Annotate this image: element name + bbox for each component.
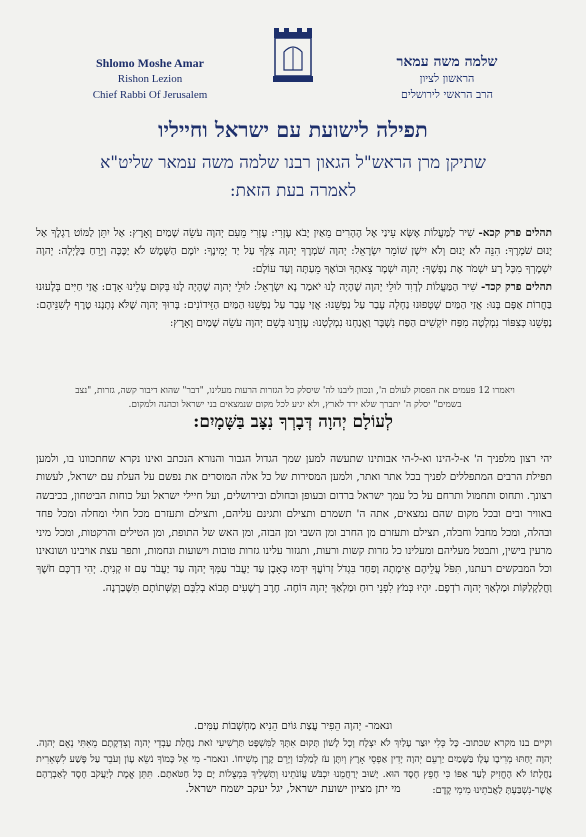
- psalm-124-label: תהלים פרק קכד-: [480, 281, 553, 293]
- letterhead-name-he: שלמה משה עמאר: [396, 54, 498, 70]
- letterhead-name-en: Shlomo Moshe Amar: [96, 56, 204, 70]
- final-blessing: מי יתן מציון ישועת ישראל, יגל יעקב ישמח ישראל.: [185, 782, 401, 795]
- letterhead-title-en-2: Chief Rabbi Of Jerusalem: [92, 89, 208, 101]
- recitation-note: ויאמרו 12 פעמים את הפסוק לעולם ה', ונכוון ליבנו לה' שיסלק כל הגזרות הרעות מעלינו, "דבר" שהוא דיבור קשה, גזרות, "נצב בשמים" יסלק ה' יתברך שלא ירד לארץ, ולא יגיע לכל מקום שנמצאים בני ישראל וכהנה ולמקום.: [75, 386, 515, 410]
- psalms-section: [36, 224, 552, 332]
- letterhead-english: [60, 56, 240, 103]
- letterhead-title-he-1: הראשון לציון: [419, 72, 475, 85]
- letterhead-title-en-1: Rishon Lezion: [117, 73, 183, 85]
- prayer-body: יהי רצון מלפניך ה' א-ל-הינו וא-ל-הי אבותינו שתעשה למען שמך הגדול הגבור והנורא הנכתב ואינו נקרא שחתכוונו בו, ולמען תפילת הרבים המתפללים לפניך בכל אתר ואתר, ולמען המסירות של כל אלה המוסרים את נפשם על העלת עם ישראל, לעשות רצונך. ותחוס ותחמול ותרחם על כל עמך ישראל ברדום ובעופן ובחולם ובירושלים, ועל חיילי ישראל ועל כוחות הביטחון, בכיבשה באוויר ובים ובכל מקום שהם נמצאים, אתה ה' תשמרם ותצילם ותגינם עליהם, ותצילם ותעזרם מכל חולי ומחלה ומכל פחד ובהלה, ומכל מחבל וחבלה, תצילם ותעזרם מן החרב ומן השבי ומן הבזה, ומן האש של התופת, ומן הטילים והרקטות, ומכל מיני מרעין בישין, ותבטל מעליהם ומעלינו כל גזרות קשות ורעות, ותגזור עלינו גזרות טובות וישועות ונחמות, ותפר עצת אויבינו ושונאינו וכל המבקשים רעתנו, תִּפֹּל עֲלֵיהֶם אֵימָתָה וָפַחַד בִּגְדֹל זְרוֹעֲךָ יִדְּמוּ כָּאָבֶן עַד יַעֲבֹר עַמְּךָ יְהוָה עַד יַעֲבֹר עַם זוּ קָנִיתָ. יְהִי דַרְכָּם חֹשֶׁךְ וַחֲלַקְלַקּוֹת וּמַלְאַךְ יְהוָה רֹדְפָם. יִהְיוּ כְּמֹץ לִפְנֵי רוּחַ וּמַלְאַךְ יְהוָה דּוֹחֶה. חֶרֶב רְשָׁעִים תָּבוֹא בְלִבָּם וְקַשְּׁתוֹתָם תִּשָּׁבַרְנָה.: [36, 453, 552, 594]
- psalm-124-text: שִׁיר הַמַּעֲלוֹת לְדָוִד לוּלֵי יְהוָה שֶׁהָיָה לָנוּ יֹאמַר נָא יִשְׂרָאֵל: לוּלֵי יְהוָה שֶׁהָיָה לָנוּ בְּקוּם עָלֵינוּ אָדָם: אֲזַי חַיִּים בְּלָעוּנוּ בַּחֲרוֹת אַפָּם בָּנוּ: אֲזַי הַמַּיִם שְׁטָפוּנוּ נַחְלָה עָבַר עַל נַפְשֵׁנוּ: אֲזַי עָבַר עַל נַפְשֵׁנוּ הַמַּיִם הַזֵּידוֹנִים: בָּרוּךְ יְהוָה שֶׁלֹּא נְתָנָנוּ טֶרֶף לְשִׁנֵּיהֶם: נַפְשֵׁנוּ כְּצִפּוֹר נִמְלְטָה מִפַּח יוֹקְשִׁים הַפַּח נִשְׁבָּר וַאֲנַחְנוּ נִמְלָטְנוּ: עֶזְרֵנוּ בְּשֵׁם יְהוָה עֹשֵׂה שָׁמַיִם וָאָרֶץ:: [36, 281, 552, 329]
- prayer-title: תפילה לישועת עם ישראל וחייליו: [158, 117, 428, 142]
- closing-section: [60, 718, 526, 735]
- prayer-subtitle: שתיקן מרן הראש"ל הגאון רבנו שלמה משה עמאר שליט"א: [100, 153, 486, 173]
- prayer-instruction: לאמרה בעת הזאת:: [229, 181, 357, 201]
- psalm-121-label: תהלים פרק קכא-: [478, 227, 552, 239]
- featured-verse: לְעוֹלָם יְהוָה דְּבָרְךָ נִצָּב בַּשָּׁמָיִם:: [193, 412, 393, 432]
- closing-line-1: ונאמר- יְהוָה הֵפִיר עֲצַת גּוֹיִם הֵנִיא מַחְשְׁבוֹת עַמִּים.: [193, 720, 393, 732]
- psalm-121-text: שִׁיר לַמַּעֲלוֹת אֶשָּׂא עֵינַי אֶל הֶהָרִים מֵאַיִן יָבֹא עֶזְרִי: עֶזְרִי מֵעִם יְהוָה עֹשֵׂה שָׁמַיִם וָאָרֶץ: אַל יִתֵּן לַמּוֹט רַגְלֶךָ אַל יָנוּם שֹׁמְרֶךָ: הִנֵּה לֹא יָנוּם וְלֹא יִישָׁן שׁוֹמֵר יִשְׂרָאֵל: יְהוָה שֹׁמְרֶךָ יְהוָה צִלְּךָ עַל יַד יְמִינֶךָ: יוֹמָם הַשֶּׁמֶשׁ לֹא יַכֶּכָּה וְיָרֵחַ בַּלָּיְלָה: יְהוָה יִשְׁמָרְךָ מִכָּל רָע יִשְׁמֹר אֶת נַפְשֶׁךָ: יְהוָה יִשְׁמָר צֵאתְךָ וּבוֹאֶךָ מֵעַתָּה וְעַד עוֹלָם:: [36, 227, 552, 275]
- rabbinate-seal-icon: [270, 18, 316, 88]
- closing-verses: וקיים בנו מקרא שכתוב- כָּל כְּלִי יוּצַר עָלַיִךְ לֹא יִצְלָח וְכָל לָשׁוֹן תָּקוּם אִתָּךְ לַמִּשְׁפָּט תַּרְשִׁיעִי זֹאת נַחֲלַת עַבְדֵי יְהוָה וְצִדְקָתָם מֵאִתִּי נְאֻם יְהוָה. יְהוָה יֵחַתּוּ מְרִיבָו עָלָו בַּשָּׁמַיִם יַרְעֵם יְהוָה יָדִין אַפְסֵי אָרֶץ וְיִתֶּן עֹז לְמַלְכּוֹ וְיָרֵם קֶרֶן מְשִׁיחוֹ. ונאמר- מִי אֵל כָּמוֹךָ נֹשֵׂא עָוֹן וְעֹבֵר עַל פֶּשַׁע לִשְׁאֵרִית נַחֲלָתוֹ לֹא הֶחֱזִיק לָעַד אַפּוֹ כִּי חָפֵץ חֶסֶד הוּא. יָשׁוּב יְרַחֲמֵנוּ יִכְבֹּשׁ עֲוֹנֹתֵינוּ וְתַשְׁלִיךְ בִּמְצֻלוֹת יָם כָּל חַטֹּאתָם. תִּתֵּן אֱמֶת לְיַעֲקֹב חֶסֶד לְאַבְרָהָם אֲשֶׁר-נִשְׁבַּעְתָּ לַאֲבֹתֵינוּ מִימֵי קֶדֶם:: [36, 738, 552, 796]
- letterhead-hebrew: [352, 54, 542, 103]
- letterhead-title-he-2: הרב הראשי לירושלים: [401, 88, 493, 101]
